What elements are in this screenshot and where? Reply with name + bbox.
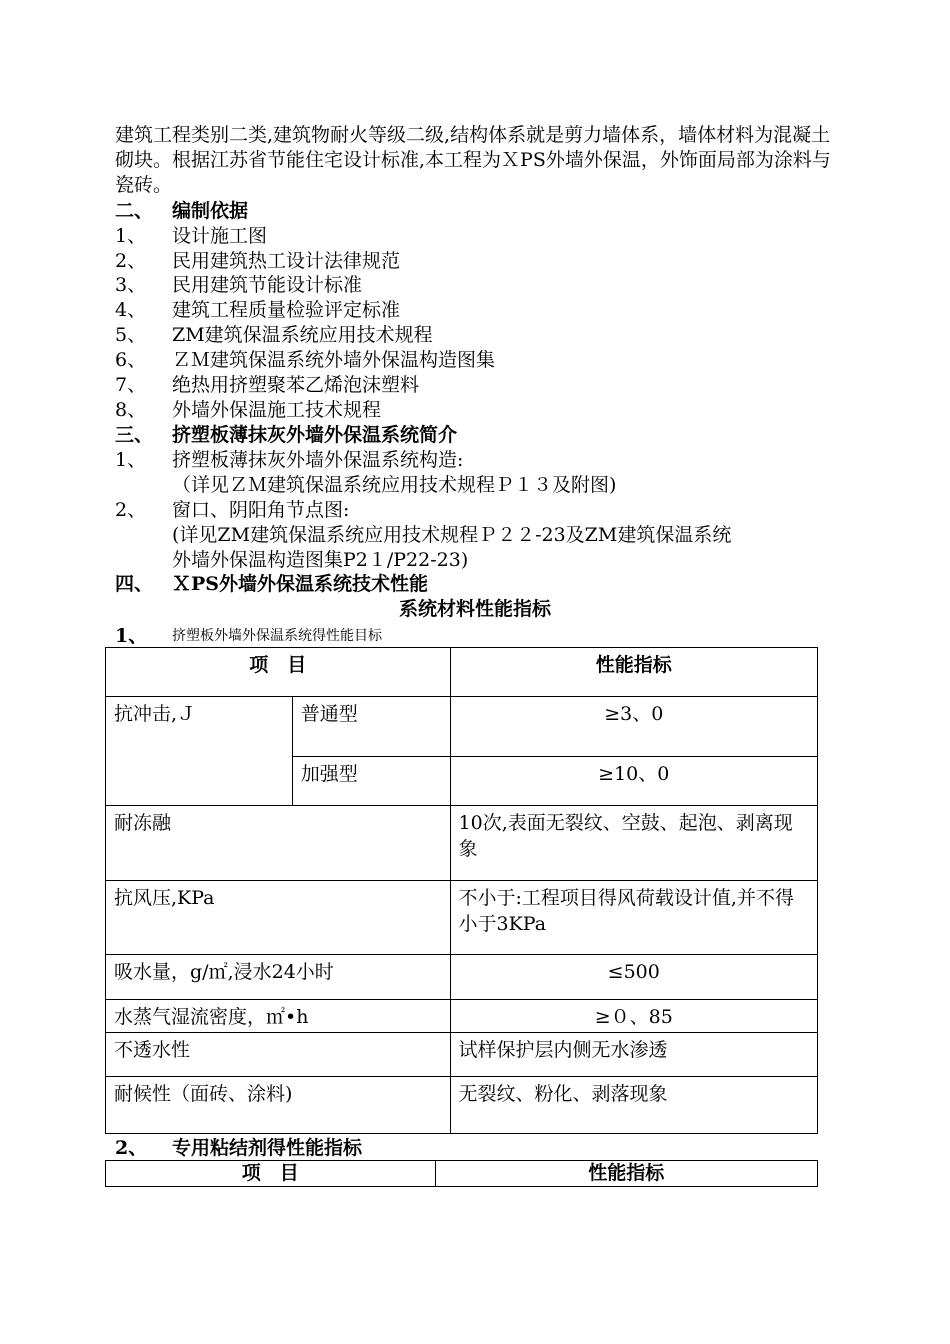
table-row [106,806,818,881]
list-text: ＺＭ建筑保温系统外墙外保温构造图集 [172,349,496,371]
table-cell: 耐冻融 [106,806,451,881]
section-number: 三、 [115,424,154,446]
list-number: 8、 [115,399,147,421]
adhesive-table [105,1160,818,1187]
section-title: ＸPS外墙外保温系统技术性能 [172,573,429,595]
subsection-title: 挤塑板外墙外保温系统得性能目标 [172,628,382,644]
list-subtext-line: 外墙外保温构造图集P2１/P22-23) [172,549,469,571]
table-cell: 不透水性 [106,1033,451,1077]
table-caption: 系统材料性能指标 [398,598,551,620]
table-row [106,1033,818,1077]
list-subtext-line: （详见ＺＭ建筑保温系统应用技术规程Ｐ１３及附图) [172,474,617,496]
table-cell: ≥０、85 [450,1000,817,1033]
table-row [106,697,818,757]
list-text: 民用建筑节能设计标准 [172,274,363,296]
table-row [106,1000,818,1033]
table-cell: ≤500 [450,955,817,1000]
section-title: 编制依据 [172,200,249,222]
table-row [106,1077,818,1134]
table-header-cell: 项 目 [106,1161,436,1187]
table-header-cell: 性能指标 [450,648,817,697]
subsection-title: 专用粘结剂得性能指标 [172,1137,363,1159]
table-cell: 不小于:工程项目得风荷载设计值,并不得小于3KPa [450,881,817,955]
performance-table [105,647,818,1134]
list-text: ZM建筑保温系统应用技术规程 [172,324,433,346]
list-text: 设计施工图 [172,225,268,247]
section-title: 挤塑板薄抹灰外墙外保温系统简介 [172,424,458,446]
list-number: 1、 [115,449,147,471]
list-number: 1、 [115,225,147,247]
table-row [106,881,818,955]
list-number: 4、 [115,299,147,321]
list-number: 7、 [115,374,147,396]
table-cell: 加强型 [292,757,450,806]
table-cell: 水蒸气湿流密度，㎡•h [106,1000,451,1033]
subsection-number: 2、 [115,1137,148,1159]
table-header-cell: 性能指标 [435,1161,817,1187]
section-number: 四、 [115,573,154,595]
list-number: 6、 [115,349,147,371]
table-cell: 无裂纹、粉化、剥落现象 [450,1077,817,1134]
list-subtext-line: (详见ZM建筑保温系统应用技术规程Ｐ２２-23及ZM建筑保温系统 [172,524,732,546]
list-text: 窗口、阴阳角节点图: [172,499,350,521]
table-cell: 普通型 [292,697,450,757]
table-cell: 抗冲击,Ｊ [106,697,293,806]
intro-paragraph: 建筑工程类别二类,建筑物耐火等级二级,结构体系就是剪力墙体系，墙体材料为混凝土砌块。根据江苏省节能住宅设计标准,本工程为ＸPS外墙外保温，外饰面局部为涂料与瓷砖。 [115,124,831,196]
list-text: 外墙外保温施工技术规程 [172,399,382,421]
table-cell: 吸水量，g/㎡,浸水24小时 [106,955,451,1000]
table-header-cell: 项 目 [106,648,451,697]
table-cell: ≥10、0 [450,757,817,806]
table-cell: ≥3、0 [450,697,817,757]
table-cell: 抗风压,KPa [106,881,451,955]
table-cell: 耐候性（面砖、涂料) [106,1077,451,1134]
section-number: 二、 [115,200,154,222]
table-cell: 试样保护层内侧无水渗透 [450,1033,817,1077]
list-text: 绝热用挤塑聚苯乙烯泡沫塑料 [172,374,420,396]
list-number: 2、 [115,250,147,272]
list-number: 2、 [115,499,147,521]
list-number: 3、 [115,274,147,296]
list-text: 挤塑板薄抹灰外墙外保温系统构造: [172,449,464,471]
list-text: 民用建筑热工设计法律规范 [172,250,401,272]
list-number: 5、 [115,324,147,346]
table-cell: 10次,表面无裂纹、空鼓、起泡、剥离现象 [450,806,817,881]
list-text: 建筑工程质量检验评定标准 [172,299,401,321]
table-header-row [106,648,818,697]
table-header-row [106,1161,818,1187]
subsection-number: 1、 [115,625,148,647]
table-row [106,955,818,1000]
